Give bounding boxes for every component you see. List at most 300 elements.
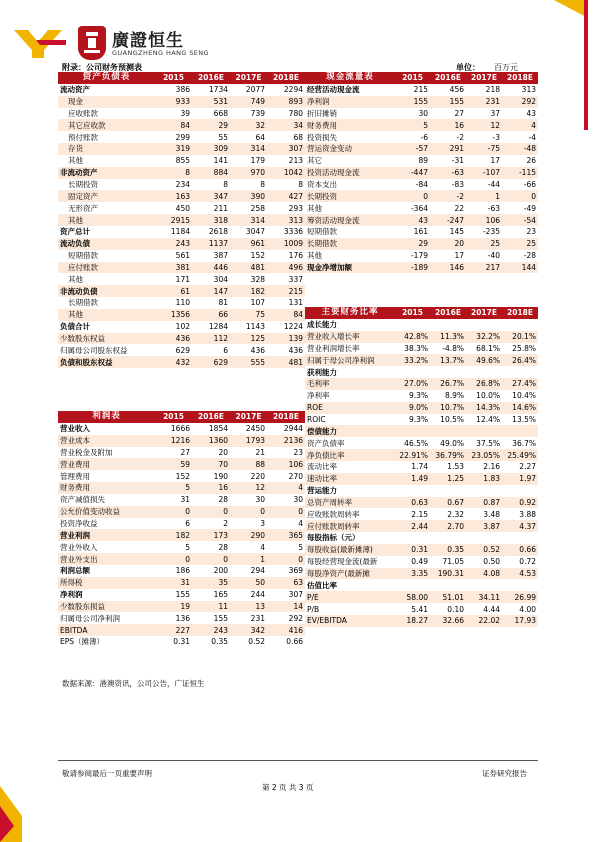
data-source-note: 数据来源：港澳资讯，公司公告，广证恒生: [62, 679, 205, 688]
row-label: 其它应收款: [58, 119, 155, 131]
row-value: 30: [293, 495, 303, 505]
year-header: 2016E: [192, 411, 230, 423]
row-value: [466, 366, 502, 378]
row-value: 21: [255, 447, 265, 457]
row-value: [395, 485, 430, 497]
row-value: 20: [430, 238, 466, 250]
row-value: 173: [192, 529, 230, 541]
row-value: 2.27: [519, 462, 536, 472]
row-value: 1360: [192, 435, 230, 447]
row-label: 短期借款: [307, 227, 337, 237]
row-value: 30: [255, 495, 265, 505]
row-value: 1.49: [395, 473, 430, 485]
row-label: 毛利率: [305, 378, 395, 390]
row-value: 309: [192, 143, 230, 155]
table-row: [58, 238, 305, 250]
row-value: 20.1%: [502, 331, 538, 343]
row-value: 220: [250, 471, 265, 481]
table-row: [58, 143, 305, 155]
row-value: 5: [298, 542, 303, 552]
row-value: -28: [523, 251, 536, 261]
row-value: 26.99: [502, 591, 538, 603]
table-row: [58, 297, 305, 309]
table-row: [305, 378, 538, 390]
row-value: 14: [267, 601, 305, 613]
row-value: 9.3%: [408, 415, 428, 425]
row-value: 436: [155, 333, 192, 345]
attachment-title: 附录：公司财务预测表: [62, 63, 142, 72]
row-value: 3047: [245, 227, 265, 237]
row-value: -4: [528, 132, 536, 142]
row-value: 0: [267, 553, 305, 565]
row-value: [502, 532, 538, 544]
row-value: 10.5%: [440, 415, 464, 425]
table-row: [305, 250, 538, 262]
row-value: 292: [288, 613, 303, 623]
row-value: 25.8%: [512, 343, 536, 353]
row-label: 营业费用: [58, 458, 155, 470]
row-value: 155: [430, 96, 466, 108]
row-label: 筹资活动现金流: [305, 214, 395, 226]
row-value: -107: [466, 167, 502, 179]
income-statement-table: [58, 411, 305, 648]
table-row: [58, 321, 305, 333]
row-label: 折旧摊销: [307, 108, 337, 118]
row-value: 163: [155, 190, 192, 202]
row-value: -63: [430, 167, 466, 179]
row-value: 1.25: [430, 473, 466, 485]
row-value: 14.3%: [466, 402, 502, 414]
row-value: 28: [218, 542, 228, 552]
row-value: 176: [288, 251, 303, 261]
table-row: [58, 506, 305, 518]
row-value: 8.9%: [444, 391, 464, 401]
row-value: 291: [430, 143, 466, 155]
row-label: 其它: [307, 156, 322, 166]
row-value: 8: [155, 167, 192, 179]
row-label: 营业税金及附加: [60, 447, 113, 457]
row-value: 34: [267, 119, 305, 131]
row-value: 2294: [283, 85, 303, 95]
row-value: 89: [418, 156, 428, 166]
row-value: 8: [260, 180, 265, 190]
row-value: 64: [255, 132, 265, 142]
table-row: [58, 250, 305, 262]
row-value: 4.53: [502, 568, 538, 580]
row-label: 偿债能力: [305, 425, 395, 437]
row-label: 流动资产: [60, 85, 90, 95]
row-value: 11: [192, 601, 230, 613]
row-value: -63: [487, 203, 500, 213]
year-header: 2018E: [267, 72, 305, 84]
row-value: [502, 366, 538, 378]
row-value: 61: [155, 285, 192, 297]
row-value: 217: [466, 262, 502, 274]
table-row: [58, 226, 305, 238]
row-value: 39: [180, 108, 190, 118]
row-value: 26.8%: [466, 378, 502, 390]
row-value: 213: [288, 156, 303, 166]
row-value: 35: [192, 577, 230, 589]
row-value: 436: [250, 345, 265, 355]
row-value: 12.4%: [476, 415, 500, 425]
table-row: [305, 238, 538, 250]
row-value: 22.91%: [395, 449, 430, 461]
row-value: 1224: [283, 322, 303, 332]
row-value: 10.0%: [476, 391, 500, 401]
row-label: 归属母公司股东权益: [60, 345, 128, 355]
row-value: 749: [230, 96, 267, 108]
row-value: -6: [420, 132, 428, 142]
row-label: 财务费用: [58, 482, 155, 494]
row-value: 4.08: [466, 568, 502, 580]
table-row: [305, 108, 538, 120]
table-row: [58, 612, 305, 624]
row-value: [430, 425, 466, 437]
table-row: [58, 435, 305, 447]
row-value: 145: [449, 227, 464, 237]
row-label: 现金: [58, 96, 155, 108]
table-row: [58, 553, 305, 565]
row-value: 13.5%: [512, 415, 536, 425]
row-value: 1: [466, 190, 502, 202]
row-value: -247: [430, 214, 466, 226]
table-row: [58, 344, 305, 356]
row-value: 155: [175, 590, 190, 600]
row-value: 0.63: [395, 497, 430, 509]
row-value: 215: [267, 285, 305, 297]
row-value: 307: [288, 590, 303, 600]
row-label: 成长能力: [307, 320, 337, 330]
table-row: [58, 285, 305, 297]
row-value: 531: [192, 96, 230, 108]
row-value: 381: [155, 262, 192, 274]
row-value: 30: [418, 108, 428, 118]
row-value: 1009: [267, 238, 305, 250]
row-value: 58.00: [395, 591, 430, 603]
row-label: 利润总额: [60, 566, 90, 576]
row-label: 其他: [58, 214, 155, 226]
row-value: 55: [218, 132, 228, 142]
row-value: 1184: [170, 227, 190, 237]
row-value: 38.3%: [404, 343, 428, 353]
table-row: [305, 143, 538, 155]
row-label: 资产负债率: [307, 438, 345, 448]
row-value: 0.50: [483, 557, 500, 567]
row-value: 4: [298, 519, 303, 529]
row-value: 22.02: [466, 615, 502, 627]
row-value: 432: [155, 356, 192, 368]
corner-decoration-icon: [554, 0, 588, 18]
row-value: 369: [288, 566, 303, 576]
table-row: [58, 131, 305, 143]
row-value: 50: [230, 577, 267, 589]
row-value: 49.0%: [440, 438, 464, 448]
row-value: 319: [155, 143, 192, 155]
table-row: [305, 485, 538, 497]
row-value: 49.6%: [466, 354, 502, 366]
table-row: [305, 214, 538, 226]
row-value: 2.15: [411, 509, 428, 519]
row-value: 20: [218, 447, 228, 457]
row-value: 68.1%: [476, 343, 500, 353]
row-value: -364: [410, 203, 428, 213]
row-value: 481: [267, 356, 305, 368]
row-value: -189: [395, 262, 430, 274]
row-value: 1793: [230, 435, 267, 447]
table-row: [305, 568, 538, 580]
table-row: [58, 96, 305, 108]
row-value: 4: [260, 542, 265, 552]
row-value: 144: [502, 262, 538, 274]
row-value: 780: [288, 108, 303, 118]
row-value: 155: [213, 613, 228, 623]
row-value: 106: [466, 214, 502, 226]
row-label: 长期借款: [305, 238, 395, 250]
row-value: 0.10: [447, 604, 464, 614]
report-type-label: 证券研究报告: [482, 769, 527, 778]
row-value: 14.6%: [502, 402, 538, 414]
row-value: 0.66: [502, 544, 538, 556]
row-value: 152: [250, 251, 265, 261]
row-label: 经营活动现金流: [307, 85, 360, 95]
table-row: [305, 202, 538, 214]
table-row: [305, 497, 538, 509]
year-header: 2016E: [430, 72, 466, 84]
table-row: [305, 532, 538, 544]
row-value: 290: [230, 529, 267, 541]
row-value: 314: [230, 143, 267, 155]
financial-ratios-table: [305, 307, 538, 627]
logo-english-name: GUANGZHENG HANG SENG: [112, 49, 209, 57]
row-label: 应付账款: [58, 262, 155, 274]
table-row: [305, 615, 538, 627]
row-value: 0.52: [248, 637, 265, 647]
row-value: 17: [490, 156, 500, 166]
row-label: 资产减值损失: [60, 495, 105, 505]
row-value: 2915: [155, 214, 192, 226]
row-value: 5: [185, 542, 190, 552]
row-value: 36.7%: [512, 438, 536, 448]
row-value: 23: [293, 447, 303, 457]
table-row: [305, 544, 538, 556]
row-value: 243: [192, 624, 230, 636]
row-value: 32.2%: [466, 331, 502, 343]
row-value: 25: [466, 238, 502, 250]
row-value: 71.05: [442, 557, 464, 567]
row-value: [466, 579, 502, 591]
row-value: 2: [223, 519, 228, 529]
row-value: 211: [213, 203, 228, 213]
row-label: 营运资金变动: [305, 143, 395, 155]
row-value: 668: [213, 108, 228, 118]
table-row: [58, 273, 305, 285]
row-value: 112: [192, 333, 230, 345]
row-value: 0.87: [466, 497, 502, 509]
row-label: 长期投资: [68, 180, 98, 190]
row-value: -3: [492, 132, 500, 142]
row-value: 629: [192, 356, 230, 368]
row-label: 营业外收入: [60, 542, 98, 552]
row-value: 43: [526, 108, 536, 118]
row-value: 1356: [155, 309, 192, 321]
row-label: 固定资产: [58, 190, 155, 202]
row-value: -4.8%: [442, 343, 464, 353]
row-value: 1.83: [466, 473, 502, 485]
row-value: 3.48: [483, 509, 500, 519]
row-label: 流动比率: [307, 462, 337, 472]
row-label: 其他: [307, 251, 322, 261]
row-value: 234: [175, 180, 190, 190]
row-value: 0.31: [173, 637, 190, 647]
row-value: -49: [523, 203, 536, 213]
row-label: 净利润: [60, 590, 83, 600]
row-value: 190: [213, 471, 228, 481]
row-value: -2: [430, 190, 466, 202]
row-value: 0.35: [430, 544, 466, 556]
row-value: 2618: [208, 227, 228, 237]
row-label: 财务费用: [305, 119, 395, 131]
row-value: 59: [155, 458, 192, 470]
row-label: 营运能力: [307, 486, 337, 496]
table-header-row: [305, 72, 538, 84]
row-label: 归属于母公司净利润: [305, 354, 395, 366]
row-label: 营业收入增长率: [305, 331, 395, 343]
table-row: [58, 577, 305, 589]
row-label: 总资产周转率: [305, 497, 395, 509]
row-value: 46.5%: [404, 438, 428, 448]
table-row: [58, 108, 305, 120]
row-value: 313: [267, 214, 305, 226]
row-value: 3.88: [519, 509, 536, 519]
row-value: 5: [395, 119, 430, 131]
row-value: 855: [175, 156, 190, 166]
row-value: -57: [395, 143, 430, 155]
row-value: 27: [454, 108, 464, 118]
row-value: 218: [485, 85, 500, 95]
row-value: 141: [213, 156, 228, 166]
table-row: [305, 131, 538, 143]
row-value: -31: [451, 156, 464, 166]
row-value: 186: [175, 566, 190, 576]
table-row: [58, 84, 305, 96]
row-value: 231: [466, 96, 502, 108]
row-label: 营业收入: [60, 424, 90, 434]
logo-chinese-name: 廣證恒生: [112, 31, 184, 51]
table-row: [58, 482, 305, 494]
table-row: [58, 541, 305, 553]
row-value: 561: [175, 251, 190, 261]
table-row: [58, 119, 305, 131]
row-value: 182: [230, 285, 267, 297]
row-value: 243: [155, 238, 192, 250]
row-label: 少数股东损益: [58, 601, 155, 613]
table-row: [305, 179, 538, 191]
row-value: 3: [260, 519, 265, 529]
row-value: 318: [192, 214, 230, 226]
row-value: [395, 366, 430, 378]
row-value: 84: [155, 119, 192, 131]
table-row: [58, 565, 305, 577]
row-value: 179: [250, 156, 265, 166]
row-value: 299: [175, 132, 190, 142]
year-header: 2015: [395, 307, 430, 319]
row-value: 629: [175, 345, 190, 355]
row-value: [430, 532, 466, 544]
table-row: [305, 190, 538, 202]
table-row: [305, 508, 538, 520]
row-label: 管理费用: [60, 471, 90, 481]
table-row: [58, 636, 305, 648]
row-value: 51.01: [430, 591, 466, 603]
row-value: 190.31: [430, 568, 466, 580]
row-value: 66: [192, 309, 230, 321]
row-value: 1137: [192, 238, 230, 250]
row-value: 0: [155, 506, 192, 518]
table-row: [305, 262, 538, 274]
row-value: 227: [155, 624, 192, 636]
row-value: 63: [267, 577, 305, 589]
row-label: 净利率: [307, 391, 330, 401]
row-value: 13: [230, 601, 267, 613]
row-label: 每股净资产(最新摊: [305, 568, 395, 580]
row-value: -66: [523, 180, 536, 190]
row-value: 292: [502, 96, 538, 108]
row-label: 非流动负债: [58, 285, 155, 297]
year-header: 2017E: [466, 307, 502, 319]
row-label: 投资活动现金流: [305, 167, 395, 179]
table-row: [305, 402, 538, 414]
row-value: 2077: [245, 85, 265, 95]
row-label: EV/EBITDA: [305, 615, 395, 627]
row-value: 294: [250, 566, 265, 576]
row-value: 970: [230, 167, 267, 179]
income-title: 利润表: [58, 411, 155, 423]
row-value: 23.05%: [466, 449, 502, 461]
table-row: [58, 447, 305, 459]
row-value: 171: [175, 274, 190, 284]
table-row: [58, 214, 305, 226]
row-value: 84: [267, 309, 305, 321]
row-value: 0.49: [411, 557, 428, 567]
row-value: 22: [454, 203, 464, 213]
row-value: 25: [502, 238, 538, 250]
row-value: -54: [502, 214, 538, 226]
row-value: 10.4%: [512, 391, 536, 401]
row-value: 106: [267, 458, 305, 470]
row-label: 应收账款: [68, 108, 98, 118]
row-value: -447: [395, 167, 430, 179]
year-header: 2017E: [466, 72, 502, 84]
row-value: 146: [430, 262, 466, 274]
table-row: [58, 262, 305, 274]
table-row: [305, 119, 538, 131]
table-row: [58, 356, 305, 368]
year-header: 2016E: [192, 72, 230, 84]
row-value: [466, 425, 502, 437]
row-value: 6: [185, 519, 190, 529]
table-row: [305, 319, 538, 331]
row-value: 258: [250, 203, 265, 213]
table-row: [58, 155, 305, 167]
row-value: 307: [267, 143, 305, 155]
table-row: [58, 589, 305, 601]
row-value: 125: [230, 333, 267, 345]
row-value: 29: [395, 238, 430, 250]
table-row: [305, 96, 538, 108]
row-value: 18.27: [395, 615, 430, 627]
row-value: 110: [175, 298, 190, 308]
